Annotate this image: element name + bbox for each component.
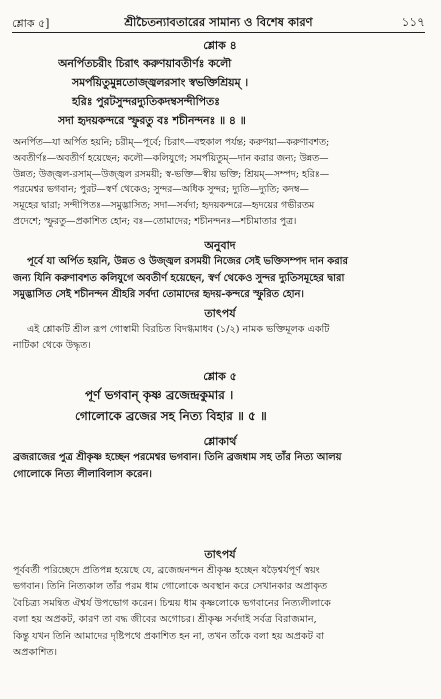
translation-heading: অনুবাদ <box>204 239 236 252</box>
verse-4-heading: শ্লোক ৪ <box>203 39 237 52</box>
verse-4-line-4: সদা হৃদয়কন্দরে স্ফুরতু বঃ শচীনন্দনঃ ॥ ৪ ॥ <box>58 114 246 127</box>
meaning-line: গোলোকে নিত্য লীলাবিলাস করেন। <box>13 468 152 480</box>
verse-5-line-1: পূর্ণ ভগবান্ কৃষ্ণ ব্রজেন্দ্রকুমার । <box>85 388 234 402</box>
verse-5-bengali <box>75 385 421 427</box>
purport-line: ভগবান। তিনি নিত্যকাল তাঁর পরম ধাম গোলোকে অবস্থান করে সেখানকার অপ্রাকৃত <box>13 581 328 593</box>
verse-4-purport <box>13 322 427 355</box>
translation-line: জন্য যিনি করুণাবশত কলিযুগে অবতীর্ণ হয়েছেন, স্বর্ণ থেকেও সুন্দর দ্যুতিসমূহের দ্বারা <box>13 272 345 284</box>
synonyms-line: সমূহের দ্বারা; সন্দীপিতঃ—সমুদ্ভাসিত; সদা—সর্বদা; হৃদয়কন্দরে—হৃদয়ের গভীরতম <box>13 200 315 212</box>
verse-4-sanskrit <box>58 54 421 130</box>
translation-line: পূর্বে যা অর্পিত হয়নি, উন্নত ও উজ্জ্বল রসময়ী নিজের সেই ভক্তিসম্পদ দান করার <box>27 256 348 267</box>
header-verse-ref: শ্লোক ৫] <box>12 17 50 30</box>
purport-heading: তাৎপর্য <box>204 307 236 320</box>
verse-4-line-2: সমর্পয়িতুমুন্নতোজ্জ্বলরসাং স্বভক্তিশ্রিয়ম্ । <box>72 76 249 89</box>
purport-line: নাটিকা থেকে উদ্ধৃত। <box>13 340 91 352</box>
verse-4-synonyms <box>13 135 427 230</box>
meaning-line: ব্রজরাজের পুত্র শ্রীকৃষ্ণ হচ্ছেন পরমেশ্বর ভগবান। তিনি ব্রজধাম সহ তাঁর নিত্য আলয় <box>13 452 342 463</box>
purport-line: পূর্ববর্তী পরিচ্ছেদে প্রতিপন্ন হয়েছে যে, ব্রজেন্দ্রনন্দন শ্রীকৃষ্ণ হচ্ছেন ষড়ৈশ্বর্যপূর্ণ স্বয়ং <box>13 565 320 576</box>
verse-5-meaning <box>13 450 427 483</box>
purport-line: বৈচিত্র্য সমন্বিত ঐশ্বর্য উপভোগ করেন। চিন্ময় ধাম কৃষ্ণলোকে ভগবানের নিত্যলীলাকে <box>13 597 331 609</box>
header-chapter-title: শ্রীচৈতন্যাবতারের সামান্য ও বিশেষ কারণ <box>124 15 313 29</box>
verse-5-heading: শ্লোক ৫ <box>203 370 237 383</box>
purport-line: এই শ্লোকটি শ্রীল রূপ গোস্বামী বিরচিত বিদগ্ধমাধব (১/২) নামক ভক্তিমূলক একটি <box>27 324 330 335</box>
meaning-heading: শ্লোকার্থ <box>203 435 237 448</box>
synonyms-line: উন্নত; উজ্জ্বল-রসাম্—উজ্জ্বল রসময়ী; স্ব-ভক্তি—স্বীয় ভক্তি; শ্রিয়ম্—সম্পদ; হরিঃ— <box>13 168 330 180</box>
synonyms-line: পরমেশ্বর ভগবান; পুরট—স্বর্ণ থেকেও; সুন্দর—অধিক সুন্দর; দ্যুতি—দ্যুতি; কদম্ব— <box>13 184 309 196</box>
translation-line: সমুদ্ভাসিত সেই শচীনন্দন শ্রীহরি সর্বদা তোমাদের হৃদয়-কন্দরে স্ফুরিত হোন। <box>13 289 304 301</box>
verse-5-purport <box>13 563 427 661</box>
running-header <box>12 12 425 33</box>
purport-line: অপ্রকাশিত। <box>13 647 58 659</box>
verse-4-line-1: অনর্পিতচরীং চিরাৎ করুণয়াবতীর্ণঃ কলৌ <box>58 57 232 70</box>
purport-heading-2: তাৎপর্য <box>204 548 236 561</box>
purport-line: কিন্তু যখন তিনি আমাদের দৃষ্টিপথে প্রকাশিত হন না, তখন তাঁকে বলা হয় অপ্রকট বা <box>13 630 325 642</box>
verse-5-line-2: গোলোকে ব্রজের সহ নিত্য বিহার ॥ ৫ ॥ <box>75 409 267 423</box>
synonyms-line: অবতীর্ণঃ—অবতীর্ণ হয়েছেন; কলৌ—কলিযুগে; সমর্পয়িতুম্—দান করার জন্য; উন্নত— <box>13 152 329 164</box>
page-number: ১১৭ <box>401 15 425 29</box>
synonyms-line: প্রদেশে; স্ফুরতু—প্রকাশিত হোন; বঃ—তোমাদের; শচীনন্দনঃ—শচীমাতার পুত্র। <box>13 215 297 227</box>
synonyms-line: অনর্পিত—যা অর্পিত হয়নি; চরীম্—পূর্বে; চিরাৎ—বহুকাল পর্যন্ত; করুণয়া—করুণাবশত; <box>13 137 330 148</box>
purport-line: বলা হয় অপ্রকট, কারণ তা বদ্ধ জীবের অগোচর। শ্রীকৃষ্ণ সর্বদাই সর্বত্র বিরাজমান, <box>13 614 317 626</box>
verse-4-line-3: হরিঃ পুরটসুন্দরদ্যুতিকদম্বসন্দীপিতঃ <box>72 95 220 108</box>
verse-4-translation <box>13 254 427 304</box>
